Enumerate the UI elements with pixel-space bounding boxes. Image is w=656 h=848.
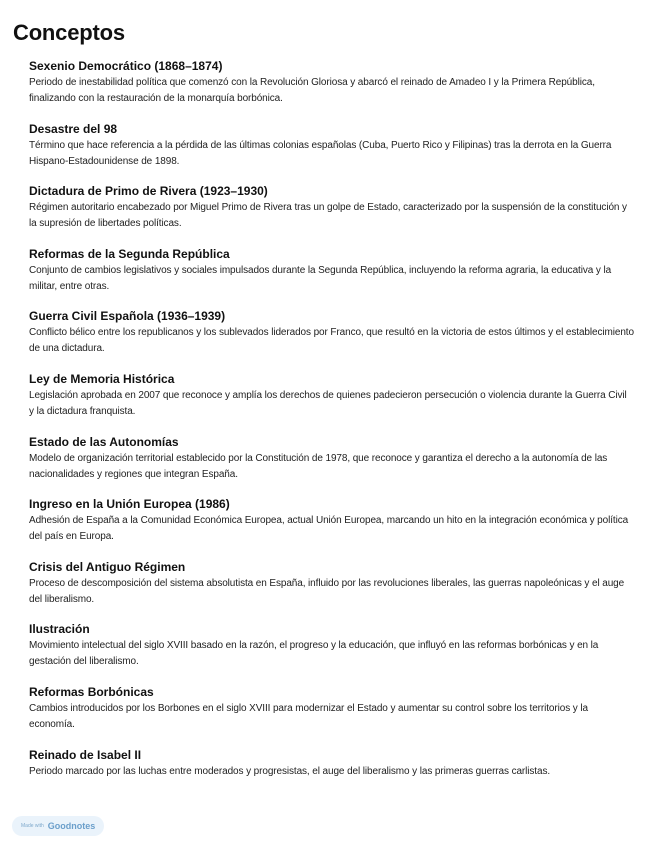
concept-entry (29, 372, 634, 435)
concept-term: Sexenio Democrático (1868–1874) (29, 59, 223, 73)
concept-entry (29, 560, 634, 623)
concept-term: Ley de Memoria Histórica (29, 371, 175, 386)
concept-term: Dictadura de Primo de Rivera (1923–1930) (29, 184, 268, 199)
concept-term: Ingreso en la Unión Europea (1986) (29, 497, 230, 512)
concept-definition: Régimen autoritario encabezado por Miguel Primo de Rivera tras un golpe de Estado, caracterizado por la suspensión de la constitución y la supresión de libertades políticas. (29, 202, 627, 230)
concept-entry (29, 59, 634, 122)
concept-term: Ilustración (29, 622, 90, 637)
concept-definition: Conflicto bélico entre los republicanos y los sublevados liderados por Franco, que resultó en la victoria de estos últimos y el establecimiento de una dictadura. (29, 327, 634, 355)
concept-entry (29, 497, 634, 560)
concept-definition: Modelo de organización territorial establecido por la Constitución de 1978, que reconoce y garantiza el derecho a la autonomía de las nacionalidades y regiones que integran España. (29, 452, 608, 480)
concept-definition: Término que hace referencia a la pérdida de las últimas colonias españolas (Cuba, Puerto Rico y Filipinas) tras la derrota en la Guerra Hispano-Estadounidense de 1898. (29, 139, 612, 167)
watermark-prefix: Made with (21, 822, 44, 829)
concept-term: Guerra Civil Española (1936–1939) (29, 309, 226, 324)
concept-definition: Cambios introducidos por los Borbones en el siglo XVIII para modernizar el Estado y aumentar su control sobre los territorios y la economía. (29, 702, 588, 730)
concept-entry (29, 685, 634, 748)
concept-definition: Conjunto de cambios legislativos y sociales impulsados durante la Segunda República, incluyendo la reforma agraria, la educativa y la militar, entre otras. (29, 264, 612, 292)
concept-entry (29, 748, 634, 811)
concept-entry (29, 435, 634, 498)
concept-definition: Periodo marcado por las luchas entre moderados y progresistas, el auge del liberalismo y las primeras guerras carlistas. (29, 765, 551, 777)
concept-term: Desastre del 98 (29, 121, 118, 136)
concept-definition: Proceso de descomposición del sistema absolutista en España, influido por las revoluciones liberales, las guerras napoleónicas y el auge del liberalismo. (29, 577, 625, 605)
concept-definition: Adhesión de España a la Comunidad Económica Europea, actual Unión Europea, marcando un hito en la integración económica y política del país en Europa. (29, 515, 629, 543)
concept-term: Reinado de Isabel II (29, 747, 142, 762)
concept-term: Reformas de la Segunda República (29, 246, 230, 261)
concept-term: Estado de las Autonomías (29, 434, 179, 449)
concept-definition: Movimiento intelectual del siglo XVIII basado en la razón, el progreso y la educación, que influyó en las reformas borbónicas y en la gestación del liberalismo. (29, 640, 599, 668)
page-title: Conceptos (13, 20, 125, 45)
watermark-brand: Goodnotes (47, 820, 96, 831)
concept-term: Reformas Borbónicas (29, 684, 154, 699)
concept-entry (29, 184, 634, 247)
concept-entry (29, 622, 634, 685)
concept-definition: Legislación aprobada en 2007 que reconoce y amplía los derechos de quienes padecieron persecución o violencia durante la Guerra Civil y la dictadura franquista. (29, 389, 627, 417)
concept-term: Crisis del Antiguo Régimen (29, 559, 186, 574)
goodnotes-watermark (12, 816, 104, 836)
concept-entry (29, 122, 634, 185)
concept-entry (29, 309, 634, 372)
concept-definition: Periodo de inestabilidad política que comenzó con la Revolución Gloriosa y abarcó el reinado de Amadeo I y la Primera República, finalizando con la restauración de la monarquía borbónica. (29, 77, 595, 104)
concept-entry (29, 247, 634, 310)
concept-list (29, 59, 634, 810)
